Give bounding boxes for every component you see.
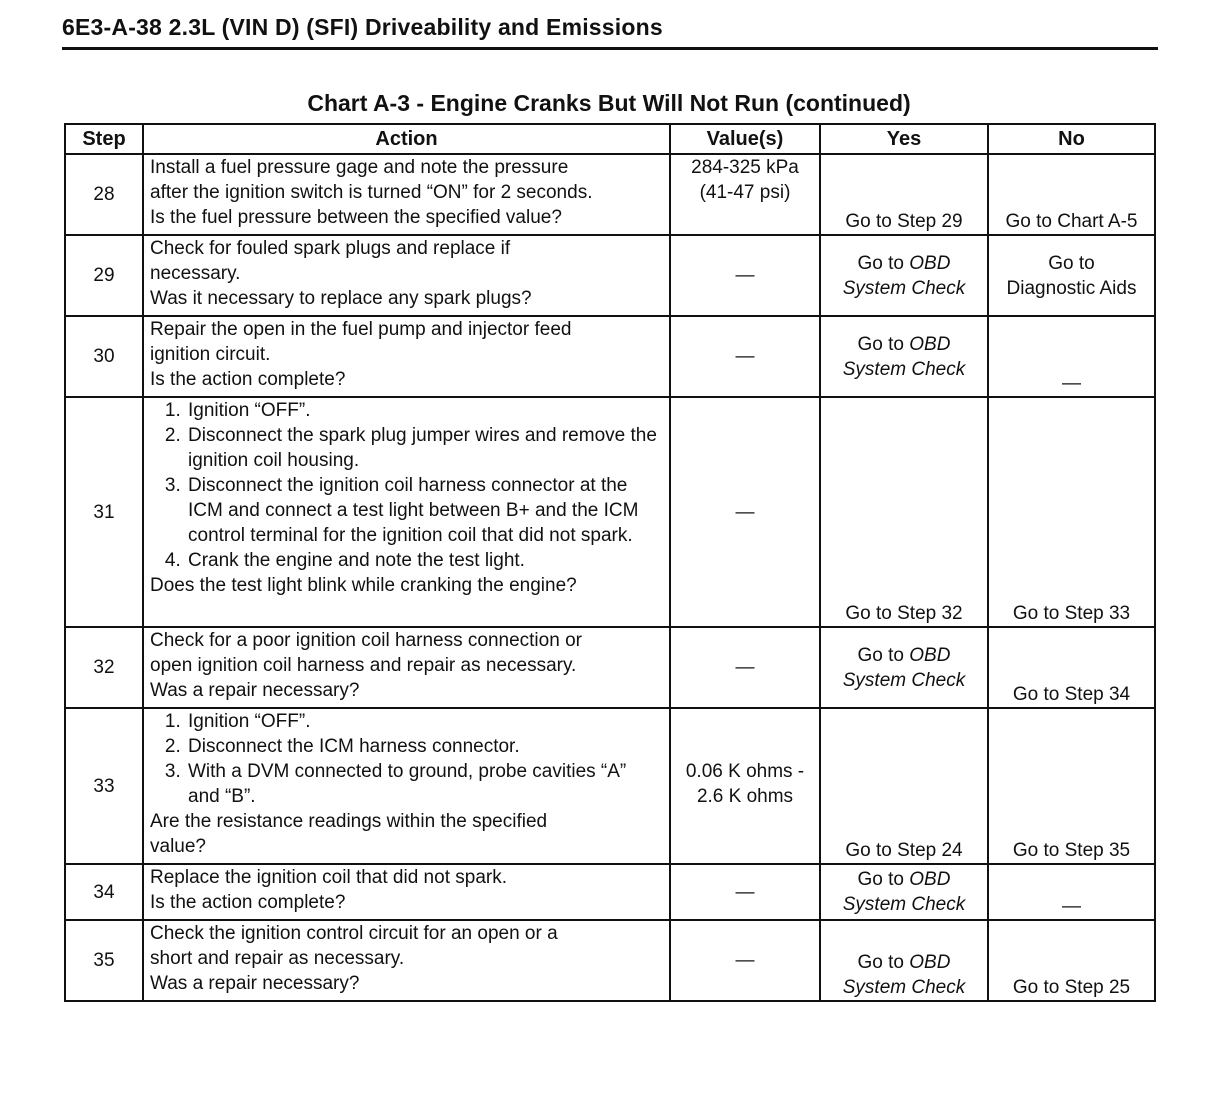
action-cell [143, 235, 670, 316]
system-check-reference: System Check [842, 669, 966, 691]
action-line: Is the action complete? [150, 369, 346, 390]
column-header-no: No [988, 124, 1155, 154]
action-cell [143, 708, 670, 864]
action-line: Was a repair necessary? [150, 680, 360, 701]
list-item: 1. Ignition “OFF”. [186, 398, 663, 423]
action-line: necessary. [150, 263, 241, 284]
no-cell: Go to Step 25 [988, 920, 1155, 1001]
obd-reference: OBD [909, 333, 951, 355]
action-cell [143, 397, 670, 627]
value-line: 2.6 K ohms [696, 786, 794, 807]
table-row [65, 397, 1155, 627]
table-row [65, 154, 1155, 235]
action-question: Does the test light blink while cranking the engine? [150, 575, 577, 596]
table-row [65, 920, 1155, 1001]
table-row [65, 708, 1155, 864]
step-number: 28 [65, 154, 143, 235]
step-number: 35 [65, 920, 143, 1001]
action-line: Check for a poor ignition coil harness connection or [150, 630, 582, 651]
action-line: ignition circuit. [150, 344, 271, 365]
column-header-values: Value(s) [670, 124, 820, 154]
value-cell: — [670, 864, 820, 920]
step-number: 34 [65, 864, 143, 920]
value-cell: — [670, 627, 820, 708]
action-line: Is the action complete? [150, 892, 346, 913]
table-row [65, 235, 1155, 316]
action-line: Replace the ignition coil that did not spark. [150, 867, 507, 888]
system-check-reference: System Check [842, 277, 966, 299]
action-line: Repair the open in the fuel pump and injector feed [150, 319, 572, 340]
list-item: 2. Disconnect the spark plug jumper wires and remove the ignition coil housing. [186, 423, 663, 473]
action-line: Install a fuel pressure gage and note the pressure [150, 157, 569, 178]
no-cell: Go to Chart A-5 [988, 154, 1155, 235]
page-header: 6E3-A-38 2.3L (VIN D) (SFI) Driveability and Emissions [62, 14, 1158, 50]
chart-title: Chart A-3 - Engine Cranks But Will Not Run (continued) [307, 90, 911, 116]
action-line: Was it necessary to replace any spark plugs? [150, 288, 532, 309]
yes-cell: Go to OBD System Check [820, 235, 988, 316]
value-cell: — [670, 316, 820, 397]
step-number: 32 [65, 627, 143, 708]
no-cell: — [988, 316, 1155, 397]
value-cell [670, 708, 820, 864]
action-steps-list [150, 709, 663, 809]
list-item: 1. Ignition “OFF”. [186, 709, 663, 734]
table-row [65, 627, 1155, 708]
yes-cell: Go to OBD System Check [820, 920, 988, 1001]
action-steps-list [150, 398, 663, 573]
yes-cell: Go to OBD System Check [820, 627, 988, 708]
yes-cell: Go to Step 29 [820, 154, 988, 235]
action-line: Check for fouled spark plugs and replace if [150, 238, 511, 259]
system-check-reference: System Check [842, 977, 966, 998]
obd-reference: OBD [909, 869, 951, 890]
no-cell: Go to Step 35 [988, 708, 1155, 864]
table-header-row [65, 124, 1155, 154]
value-line: 284-325 kPa [691, 157, 799, 178]
yes-cell: Go to OBD System Check [820, 864, 988, 920]
action-question: value? [150, 836, 206, 857]
action-cell [143, 316, 670, 397]
action-line: after the ignition switch is turned “ON” for 2 seconds. [150, 182, 593, 203]
value-cell: — [670, 235, 820, 316]
step-number: 33 [65, 708, 143, 864]
value-line: (41-47 psi) [699, 182, 791, 203]
action-line: Was a repair necessary? [150, 973, 360, 994]
action-line: Is the fuel pressure between the specified value? [150, 207, 562, 228]
value-cell: — [670, 920, 820, 1001]
action-cell [143, 864, 670, 920]
obd-reference: OBD [909, 952, 951, 973]
column-header-yes: Yes [820, 124, 988, 154]
action-cell [143, 627, 670, 708]
action-cell [143, 154, 670, 235]
value-cell: — [670, 397, 820, 627]
yes-cell: Go to Step 24 [820, 708, 988, 864]
obd-reference: OBD [909, 252, 951, 274]
value-line: 0.06 K ohms - [685, 761, 805, 782]
diagnostic-chart-table [64, 123, 1156, 1002]
list-item: 3. With a DVM connected to ground, probe cavities “A” and “B”. [186, 759, 663, 809]
action-cell [143, 920, 670, 1001]
action-line: open ignition coil harness and repair as necessary. [150, 655, 577, 676]
table-row [65, 864, 1155, 920]
no-cell: Go to Diagnostic Aids [988, 235, 1155, 316]
list-item: 2. Disconnect the ICM harness connector. [186, 734, 663, 759]
yes-cell: Go to OBD System Check [820, 316, 988, 397]
action-question: Are the resistance readings within the specified [150, 811, 548, 832]
no-cell: Go to Step 34 [988, 627, 1155, 708]
column-header-action: Action [143, 124, 670, 154]
no-cell: Go to Step 33 [988, 397, 1155, 627]
no-cell: — [988, 864, 1155, 920]
yes-cell: Go to Step 32 [820, 397, 988, 627]
list-item: 3. Disconnect the ignition coil harness connector at the ICM and connect a test light between B+ and the ICM control terminal for the ignition coil that did not spark. [186, 473, 663, 548]
system-check-reference: System Check [842, 358, 966, 380]
list-item: 4. Crank the engine and note the test light. [186, 548, 663, 573]
system-check-reference: System Check [842, 894, 966, 915]
action-line: short and repair as necessary. [150, 948, 405, 969]
obd-reference: OBD [909, 644, 951, 666]
step-number: 30 [65, 316, 143, 397]
action-line: Check the ignition control circuit for an open or a [150, 923, 558, 944]
value-cell [670, 154, 820, 235]
table-row [65, 316, 1155, 397]
step-number: 31 [65, 397, 143, 627]
step-number: 29 [65, 235, 143, 316]
column-header-step: Step [65, 124, 143, 154]
